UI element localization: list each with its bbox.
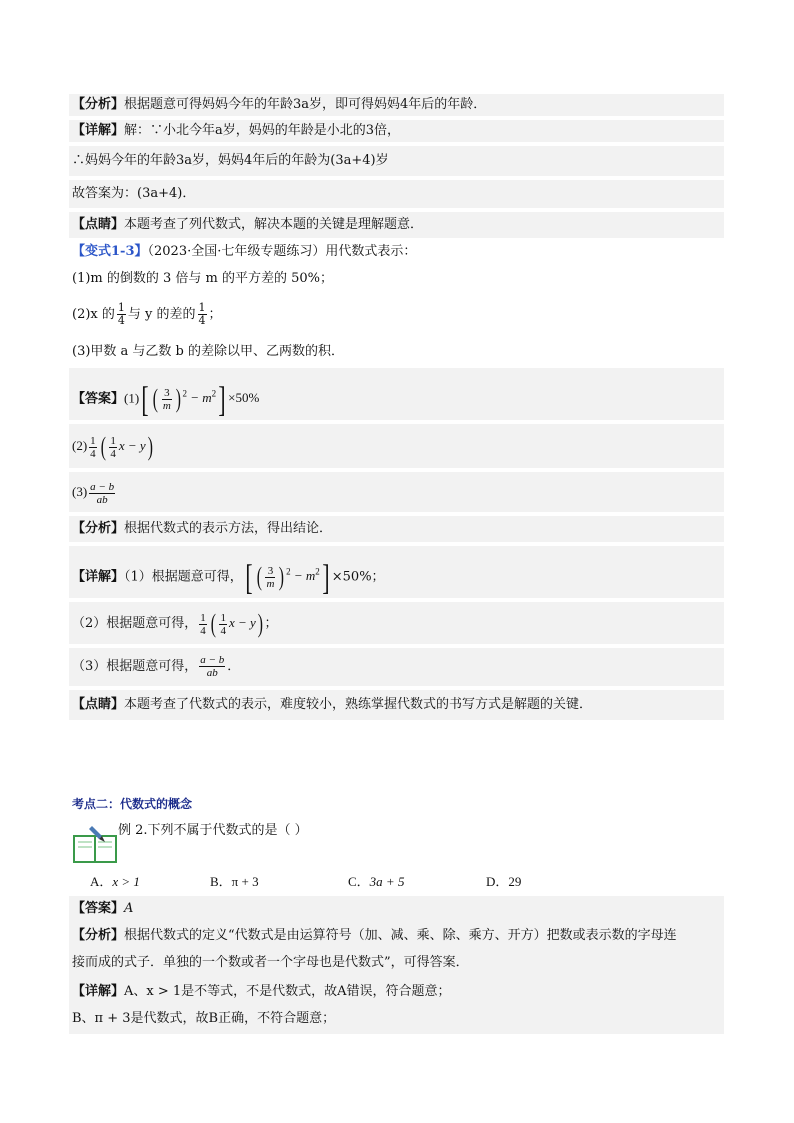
variant-source: （2023·全国·七年级专题练习）用代数式表示： <box>147 244 417 259</box>
comment-tag: 【点睛】 <box>72 217 125 232</box>
shade-band <box>69 424 724 468</box>
fraction <box>198 302 207 327</box>
answer-tag: 【答案】 <box>72 391 125 407</box>
question-2-end: ； <box>208 307 222 322</box>
exponent: 2 <box>286 567 291 577</box>
comment-line-2 <box>72 696 592 714</box>
option-label: A． <box>90 874 113 889</box>
fraction-numerator: 1 <box>198 301 206 314</box>
detail-text: 解：∵小北今年a岁，妈妈的年龄是小北的3倍， <box>124 123 401 138</box>
option-label: C． <box>348 874 370 889</box>
answer-1-label: (1) <box>124 390 140 406</box>
variant-heading <box>72 243 416 261</box>
analysis-line-3 <box>72 927 677 945</box>
detail-2-text: （2）根据题意可得， <box>72 616 198 631</box>
analysis-line <box>72 96 486 114</box>
option-value: x > 1 <box>112 874 140 889</box>
minus-term: − m <box>190 390 212 406</box>
fraction <box>117 302 126 327</box>
answer-1-tail: ×50% <box>228 390 260 406</box>
fraction-numerator: 1 <box>90 434 96 447</box>
detail-1: 【详解】（1）根据题意可得，[ ( $\frac{3}{m}$ ) $^2 - m^2] \times 50\%$； <box>72 557 385 598</box>
analysis-line-2 <box>72 520 332 538</box>
example-question: 例 2.下列不属于代数式的是（ ） <box>118 823 308 838</box>
analysis-tag: 【分析】 <box>72 521 125 536</box>
answer-2-line <box>72 900 133 918</box>
fraction-numerator: 3 <box>265 565 275 578</box>
answer-3 <box>72 476 117 508</box>
x-minus-y: x − y <box>118 438 146 453</box>
fraction-denominator: m <box>162 399 171 412</box>
fraction-numerator: 1 <box>220 611 226 624</box>
answer-2: (2) $\frac{1}{4}$ ( $\frac{1}{4}$ x − y) <box>72 432 153 462</box>
exponent: 2 <box>182 389 187 399</box>
answer-2-label: (2) <box>72 438 88 453</box>
option-value: 3a + 5 <box>369 874 405 889</box>
detail-3-text: （3）根据题意可得， <box>72 659 198 674</box>
detail-2-tail: ； <box>264 616 278 631</box>
question-3: (3)甲数 a 与乙数 b 的差除以甲、乙两数的积． <box>72 344 345 359</box>
detail-line-a <box>72 983 451 1001</box>
answer-1-expression: [ ( $\frac{3}{m}$ ) $^2 - m^2] \times 50\%$ <box>141 379 260 420</box>
option-value: π + 3 <box>231 874 259 889</box>
option-label: D． <box>486 874 509 889</box>
detail-line-2: ∴妈妈今年的年龄3a岁，妈妈4年后的年龄为(3a+4)岁 <box>72 153 389 168</box>
option-b <box>210 873 259 891</box>
detail-1-tail: ×50%； <box>331 569 385 585</box>
detail-line-b: B、π + 3是代数式，故B正确，不符合题意； <box>72 1011 336 1026</box>
answer-tag: 【答案】 <box>72 901 125 916</box>
option-label: B． <box>210 874 232 889</box>
option-c <box>348 873 404 891</box>
detail-3 <box>72 651 240 683</box>
answer-3-label: (3) <box>72 484 88 499</box>
fraction-numerator: a − b <box>200 654 225 666</box>
fraction-numerator: a − b <box>90 480 115 493</box>
book-pencil-icon <box>72 824 118 864</box>
analysis-text: 根据代数式的表示方法，得出结论． <box>124 521 333 536</box>
fraction-denominator: 4 <box>90 447 96 460</box>
answer-text: A <box>124 901 134 916</box>
fraction-denominator: 4 <box>110 447 116 460</box>
fraction-numerator: 1 <box>117 301 125 314</box>
section-title: 考点二：代数式的概念 <box>72 797 193 811</box>
fraction-denominator: ab <box>206 667 218 679</box>
detail-text: A、x > 1是不等式，不是代数式，故A错误，符合题意； <box>124 984 451 999</box>
detail-3-tail: ． <box>227 659 241 674</box>
fraction-numerator: 3 <box>162 387 172 400</box>
option-value: 29 <box>508 874 522 889</box>
detail-tag: 【详解】 <box>72 123 125 138</box>
question-2-prefix: (2)x 的 <box>72 307 115 322</box>
analysis-text: 根据题意可得妈妈今年的年龄3a岁，即可得妈妈4年后的年龄． <box>124 97 487 112</box>
detail-2: （2）根据题意可得， $\frac{1}{4}$ ( $\frac{1}{4}$ x − y) ； <box>72 609 278 639</box>
comment-text: 本题考查了列代数式，解决本题的关键是理解题意． <box>124 217 424 232</box>
question-2 <box>72 300 222 330</box>
shade-band <box>69 472 724 512</box>
fraction-numerator: 1 <box>200 611 206 624</box>
fraction-numerator: 1 <box>110 434 116 447</box>
exponent: 2 <box>315 567 320 577</box>
detail-tag: 【详解】 <box>72 569 125 585</box>
detail-tag: 【详解】 <box>72 984 125 999</box>
x-minus-y: x − y <box>228 615 256 630</box>
analysis-line-3b: 接而成的式子．单独的一个数或者一个字母也是代数式”，可得答案． <box>72 955 469 970</box>
option-a <box>90 873 140 891</box>
detail-1-text: （1）根据题意可得， <box>124 569 243 585</box>
answer-1 <box>72 372 259 421</box>
fraction-denominator: m <box>266 577 275 590</box>
minus-term: − m <box>293 568 316 584</box>
detail-line <box>72 122 400 140</box>
analysis-tag: 【分析】 <box>72 928 125 943</box>
variant-tag: 【变式1-3】 <box>72 244 148 259</box>
fraction-denominator: 4 <box>220 624 226 637</box>
comment-text: 本题考查了代数式的表示，难度较小，熟练掌握代数式的书写方式是解题的关键． <box>124 697 593 712</box>
option-d <box>486 873 521 891</box>
fraction-denominator: ab <box>96 493 108 506</box>
comment-tag: 【点睛】 <box>72 697 125 712</box>
answer-line: 故答案为：(3a+4)． <box>72 186 196 201</box>
question-2-middle: 与 y 的差的 <box>127 307 196 322</box>
analysis-tag: 【分析】 <box>72 97 125 112</box>
fraction-denominator: 4 <box>117 314 125 327</box>
analysis-text: 根据代数式的定义“代数式是由运算符号（加、减、乘、除、乘方、开方）把数或表示数的字母连 <box>124 928 677 943</box>
question-1: (1)m 的倒数的 3 倍与 m 的平方差的 50%； <box>72 271 334 286</box>
exponent: 2 <box>211 389 217 399</box>
comment-line <box>72 216 423 234</box>
fraction-denominator: 4 <box>198 314 206 327</box>
fraction-denominator: 4 <box>200 624 206 637</box>
